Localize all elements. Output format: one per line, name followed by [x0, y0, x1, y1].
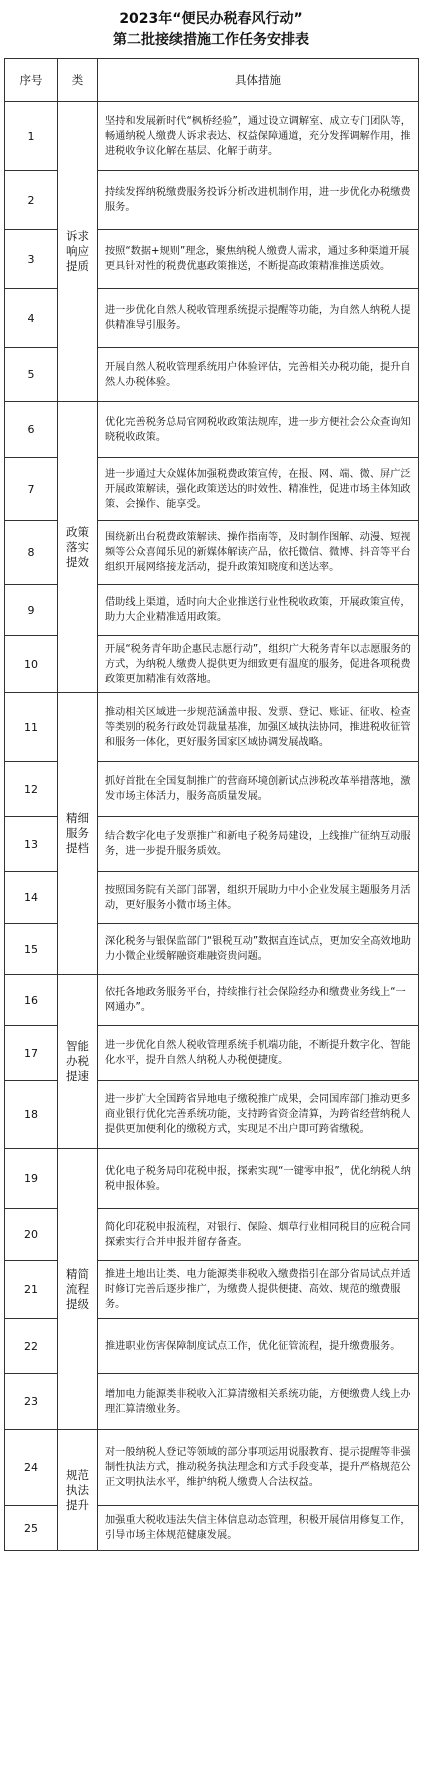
category-cell: 规范执法提升	[58, 1430, 98, 1551]
row-number: 19	[5, 1149, 58, 1209]
row-number: 13	[5, 817, 58, 872]
row-number: 24	[5, 1430, 58, 1506]
measure-description: 简化印花税申报流程，对银行、保险、烟草行业相同税目的应税合同探索实行合并申报并留存备查。	[98, 1209, 419, 1261]
measure-description: 借助线上渠道，适时向大企业推送行业性税收政策，开展政策宣传，助力大企业精准适用政策。	[98, 585, 419, 636]
title-line-1: 2023年“便民办税春风行动”	[119, 11, 303, 27]
row-number: 9	[5, 585, 58, 636]
row-number: 5	[5, 348, 58, 402]
measure-description: 进一步优化自然人税收管理系统手机端功能，不断提升数字化、智能化水平，提升自然人纳税人办税便捷度。	[98, 1026, 419, 1081]
category-cell: 政策落实提效	[58, 402, 98, 693]
measure-description: 结合数字化电子发票推广和新电子税务局建设，上线推广征纳互动服务，进一步提升服务质效。	[98, 817, 419, 872]
row-number: 8	[5, 521, 58, 585]
row-number: 3	[5, 230, 58, 289]
measure-description: 坚持和发展新时代“枫桥经验”，通过设立调解室、成立专门团队等，畅通纳税人缴费人诉求表达、权益保障通道，充分发挥调解作用，推进税收争议化解在基层、化解于萌芽。	[98, 102, 419, 171]
document-title	[0, 0, 422, 58]
row-number: 15	[5, 924, 58, 975]
row-number: 23	[5, 1374, 58, 1430]
table-row	[5, 402, 419, 458]
measure-description: 开展自然人税收管理系统用户体验评估，完善相关办税功能，提升自然人办税体验。	[98, 348, 419, 402]
measure-description: 开展“税务青年助企惠民志愿行动”，组织广大税务青年以志愿服务的方式，为纳税人缴费人提供更为细致更有温度的服务，促进各项税费政策更加精准有效落地。	[98, 636, 419, 693]
row-number: 4	[5, 289, 58, 348]
measure-description: 增加电力能源类非税收入汇算清缴相关系统功能，方便缴费人线上办理汇算清缴业务。	[98, 1374, 419, 1430]
category-cell: 智能办税提速	[58, 975, 98, 1149]
measure-description: 持续发挥纳税缴费服务投诉分析改进机制作用，进一步优化办税缴费服务。	[98, 171, 419, 230]
measure-description: 进一步通过大众媒体加强税费政策宣传，在报、网、端、微、屏广泛开展政策解读，强化政策送达的时效性、精准性，促进市场主体知政策、会操作、能享受。	[98, 458, 419, 521]
category-cell: 精细服务提档	[58, 693, 98, 975]
row-number: 21	[5, 1261, 58, 1319]
row-number: 6	[5, 402, 58, 458]
header-category: 类	[58, 59, 98, 102]
table-row	[5, 1149, 419, 1209]
row-number: 12	[5, 762, 58, 817]
row-number: 20	[5, 1209, 58, 1261]
row-number: 10	[5, 636, 58, 693]
measure-description: 优化电子税务局印花税申报，探索实现“一键零申报”，优化纳税人纳税申报体验。	[98, 1149, 419, 1209]
row-number: 14	[5, 872, 58, 924]
measure-description: 按照“数据+规则”理念，聚焦纳税人缴费人需求，通过多种渠道开展更具针对性的税费优惠政策推送，不断提高政策精准推送质效。	[98, 230, 419, 289]
table-header-row	[5, 59, 419, 102]
header-no: 序号	[5, 59, 58, 102]
measure-description: 围绕新出台税费政策解读、操作指南等，及时制作图解、动漫、短视频等公众喜闻乐见的新媒体解读产品，依托微信、微博、抖音等平台组织开展网络接龙活动，提升政策知晓度和送达率。	[98, 521, 419, 585]
table-row	[5, 1430, 419, 1506]
measure-description: 加强重大税收违法失信主体信息动态管理，积极开展信用修复工作，引导市场主体规范健康发展。	[98, 1506, 419, 1551]
measure-description: 按照国务院有关部门部署，组织开展助力中小企业发展主题服务月活动，更好服务小微市场主体。	[98, 872, 419, 924]
row-number: 16	[5, 975, 58, 1026]
row-number: 7	[5, 458, 58, 521]
table-row	[5, 693, 419, 762]
measure-description: 对一般纳税人登记等领域的部分事项运用说服教育、提示提醒等非强制性执法方式，推动税务执法理念和方式手段变革，提升严格规范公正文明执法水平，维护纳税人缴费人合法权益。	[98, 1430, 419, 1506]
measure-description: 推动相关区域进一步规范涵盖申报、发票、登记、账证、征收、检查等类别的税务行政处罚裁量基准，加强区域执法协同，推进税收征管和服务一体化，更好服务国家区域协调发展战略。	[98, 693, 419, 762]
measure-description: 推进土地出让类、电力能源类非税收入缴费指引在部分省局试点并适时修订完善后逐步推广，为缴费人提供便捷、高效、规范的缴费服务。	[98, 1261, 419, 1319]
table-row	[5, 102, 419, 171]
row-number: 25	[5, 1506, 58, 1551]
category-cell: 诉求响应提质	[58, 102, 98, 402]
row-number: 2	[5, 171, 58, 230]
row-number: 11	[5, 693, 58, 762]
row-number: 17	[5, 1026, 58, 1081]
category-cell: 精简流程提级	[58, 1149, 98, 1430]
header-measures: 具体措施	[98, 59, 419, 102]
measure-description: 依托各地政务服务平台，持续推行社会保险经办和缴费业务线上“一网通办”。	[98, 975, 419, 1026]
row-number: 1	[5, 102, 58, 171]
measure-description: 进一步扩大全国跨省异地电子缴税推广成果，会同国库部门推动更多商业银行优化完善系统功能，支持跨省资金清算，为跨省经营纳税人提供更加便利化的缴税方式，实现足不出户即可跨省缴税。	[98, 1081, 419, 1149]
measure-description: 优化完善税务总局官网税收政策法规库，进一步方便社会公众查询知晓税收政策。	[98, 402, 419, 458]
row-number: 22	[5, 1319, 58, 1374]
table-body	[5, 102, 419, 1551]
measures-table	[4, 58, 419, 1551]
measure-description: 深化税务与银保监部门“银税互动”数据直连试点，更加安全高效地助力小微企业缓解融资难融资贵问题。	[98, 924, 419, 975]
measure-description: 推进职业伤害保障制度试点工作，优化征管流程，提升缴费服务。	[98, 1319, 419, 1374]
row-number: 18	[5, 1081, 58, 1149]
title-line-2: 第二批接续措施工作任务安排表	[113, 32, 309, 48]
measure-description: 抓好首批在全国复制推广的营商环境创新试点涉税改革举措落地，激发市场主体活力，服务高质量发展。	[98, 762, 419, 817]
table-row	[5, 975, 419, 1026]
measure-description: 进一步优化自然人税收管理系统提示提醒等功能，为自然人纳税人提供精准导引服务。	[98, 289, 419, 348]
